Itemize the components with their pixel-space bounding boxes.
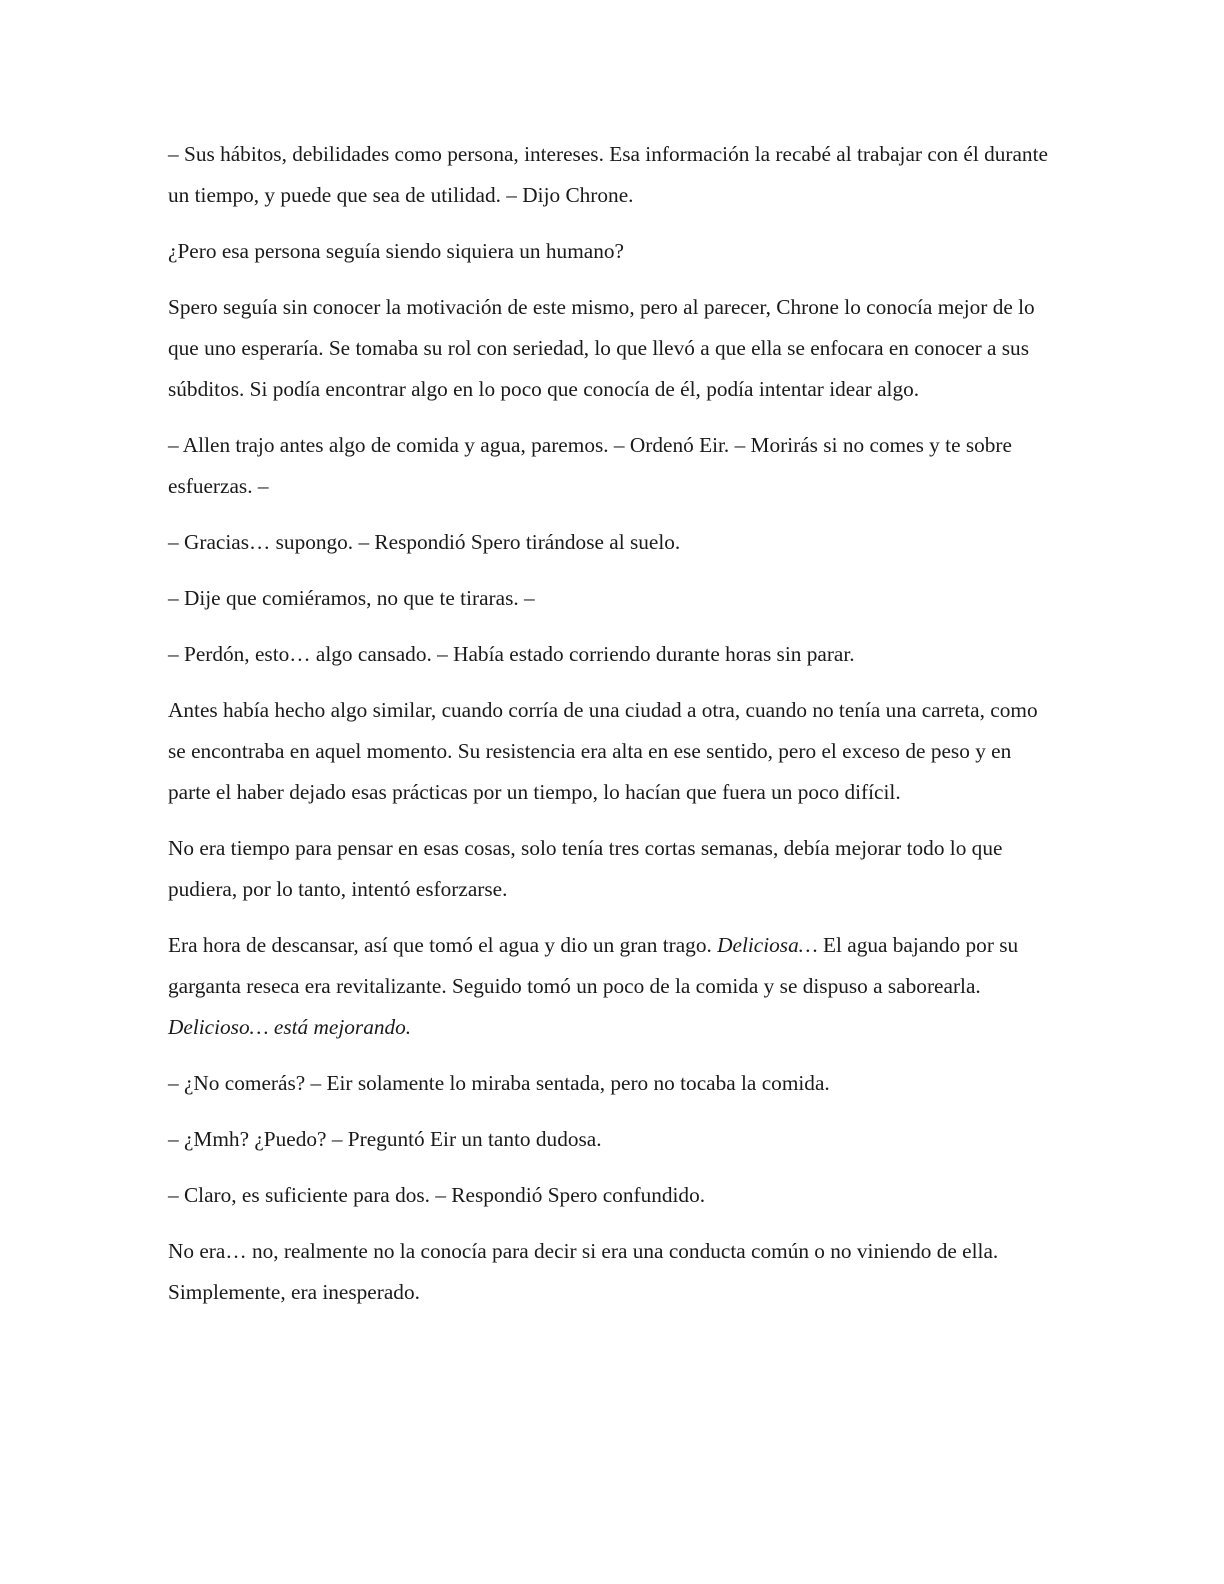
paragraph: ¿Pero esa persona seguía siendo siquiera un humano? <box>168 239 624 263</box>
paragraph: Spero seguía sin conocer la motivación de este mismo, pero al parecer, Chrone lo conocía mejor de lo que uno esperaría. Se tomaba su rol con seriedad, lo que llevó a que ella se enfocara en conocer a sus súbditos. Si podía encontrar algo en lo poco que conocía de él, podía intentar idear algo. <box>168 295 1035 401</box>
paragraph: – Dije que comiéramos, no que te tiraras. – <box>168 586 535 610</box>
paragraph: – Claro, es suficiente para dos. – Respondió Spero confundido. <box>168 1183 706 1207</box>
paragraph: No era tiempo para pensar en esas cosas, solo tenía tres cortas semanas, debía mejorar todo lo que pudiera, por lo tanto, intentó esforzarse. <box>168 836 1003 901</box>
paragraph: – ¿Mmh? ¿Puedo? – Preguntó Eir un tanto dudosa. <box>168 1127 602 1151</box>
paragraph-mixed <box>168 925 1048 1048</box>
paragraph: – Allen trajo antes algo de comida y agua, paremos. – Ordenó Eir. – Morirás si no comes y te sobre esfuerzas. – <box>168 433 1012 498</box>
paragraph: – Perdón, esto… algo cansado. – Había estado corriendo durante horas sin parar. <box>168 642 855 666</box>
paragraph: No era… no, realmente no la conocía para decir si era una conducta común o no viniendo de ella. Simplemente, era inesperado. <box>168 1239 999 1304</box>
paragraph-text-run: Era hora de descansar, así que tomó el agua y dio un gran trago. <box>168 933 718 957</box>
italic-thought: Delicioso… está mejorando. <box>168 1015 412 1039</box>
document-body <box>168 134 1048 1328</box>
paragraph: – ¿No comerás? – Eir solamente lo miraba sentada, pero no tocaba la comida. <box>168 1071 830 1095</box>
paragraph: – Sus hábitos, debilidades como persona, intereses. Esa información la recabé al trabajar con él durante un tiempo, y puede que sea de utilidad. – Dijo Chrone. <box>168 142 1048 207</box>
paragraph: – Gracias… supongo. – Respondió Spero tirándose al suelo. <box>168 530 681 554</box>
italic-thought: Deliciosa… <box>717 933 818 957</box>
paragraph-text-run: El agua bajando por su garganta reseca era revitalizante. Seguido tomó un poco de la comida y se dispuso a saborearla. <box>168 933 1019 998</box>
paragraph: Antes había hecho algo similar, cuando corría de una ciudad a otra, cuando no tenía una carreta, como se encontraba en aquel momento. Su resistencia era alta en ese sentido, pero el exceso de peso y en parte el haber dejado esas prácticas por un tiempo, lo hacían que fuera un poco difícil. <box>168 698 1038 804</box>
